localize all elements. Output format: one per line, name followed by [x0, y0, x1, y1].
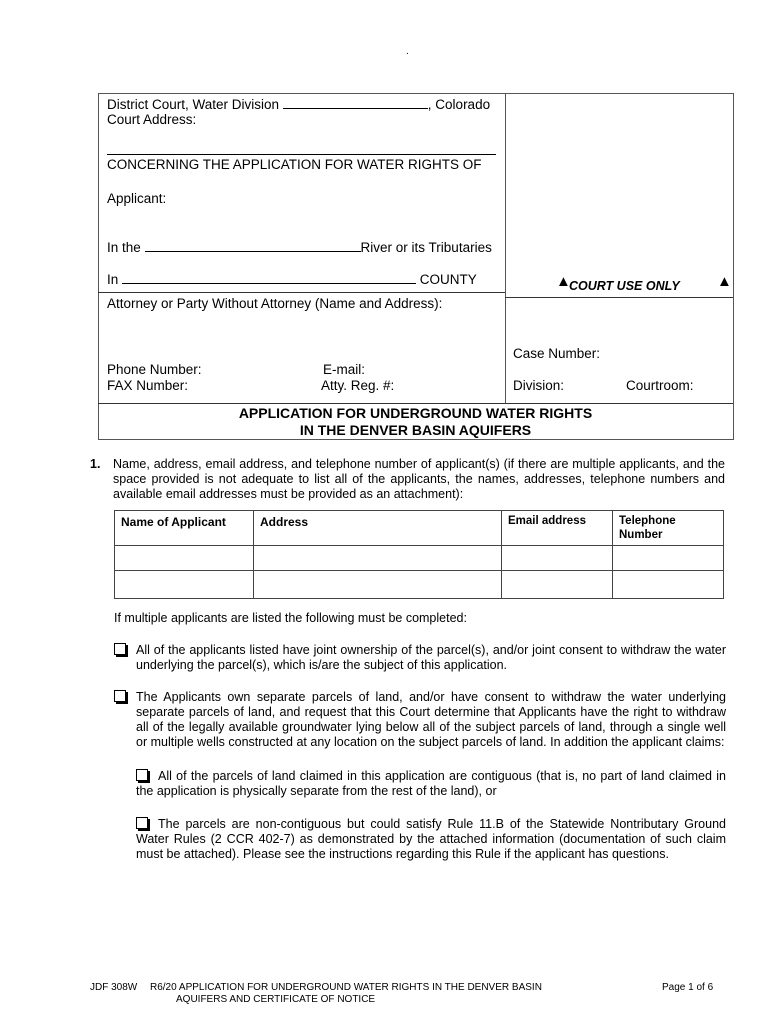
option-separate-text: The Applicants own separate parcels of land, and/or have consent to withdraw the water underlying separate parcels of land, and request that this Court determine that Applicants have the right to withdraw all of the legally available groundwater lying below all of the subject parcels of land, through a single well or multiple wells constructed at any location on the subject parcels of land. In addition the applicant claims: — [136, 690, 726, 749]
court-use-only: COURT USE ONLY — [569, 279, 680, 293]
court-address-blank[interactable] — [107, 154, 496, 155]
court-line-prefix: District Court, Water Division — [107, 97, 280, 112]
fax-label: FAX Number: — [107, 378, 189, 393]
form-title-line2: IN THE DENVER BASIN AQUIFERS — [299, 422, 532, 438]
atty-reg-label: Atty. Reg. #: — [321, 378, 395, 393]
checkbox-separate[interactable] — [114, 690, 126, 702]
court-line-suffix: , Colorado — [427, 97, 491, 112]
cell-telephone[interactable] — [613, 571, 724, 599]
court-address-label: Court Address: — [107, 112, 197, 127]
sub-contiguous-text: All of the parcels of land claimed in this application are contiguous (that is, no part of land claimed in the application is physically separate from the rest of the land), or — [136, 769, 726, 798]
cell-name[interactable] — [115, 571, 254, 599]
footer-line1: R6/20 APPLICATION FOR UNDERGROUND WATER RIGHTS IN THE DENVER BASIN — [150, 982, 542, 993]
form-title-line1: APPLICATION FOR UNDERGROUND WATER RIGHTS — [238, 405, 593, 421]
section1-text: Name, address, email address, and telephone number of applicant(s) (if there are multiple applicants, and the space provided is not adequate to list all of the applicants, the names, addresses, telephone numbers and available email addresses must be provided as an attachment): — [113, 457, 725, 501]
checkbox-contiguous[interactable] — [136, 769, 148, 781]
cell-address[interactable] — [254, 571, 502, 599]
county-line — [107, 271, 477, 288]
water-division-blank[interactable] — [283, 96, 428, 109]
river-label: River or its Tributaries — [360, 240, 492, 255]
applicant-label: Applicant: — [107, 191, 167, 206]
cell-name[interactable] — [115, 546, 254, 571]
option-joint-text: All of the applicants listed have joint ownership of the parcel(s), and/or joint consent to withdraw the water underlying the parcel(s), which is/are the subject of this application. — [136, 643, 726, 672]
caption-rule-case — [505, 297, 733, 298]
river-blank[interactable] — [145, 239, 361, 252]
table-row — [115, 546, 724, 571]
cell-email[interactable] — [502, 546, 613, 571]
table-row — [115, 571, 724, 599]
cell-email[interactable] — [502, 571, 613, 599]
option-joint — [114, 643, 726, 673]
caption-rule-attorney — [98, 292, 505, 293]
county-label: COUNTY — [419, 272, 477, 287]
triangle-up-icon: ▲ — [556, 273, 571, 290]
sub-noncontiguous — [136, 817, 726, 862]
multiple-applicants-intro: If multiple applicants are listed the following must be completed: — [114, 611, 467, 625]
county-blank[interactable] — [122, 271, 416, 284]
checkbox-joint[interactable] — [114, 643, 126, 655]
page-mark: . — [406, 46, 409, 57]
sub-contiguous — [136, 769, 726, 799]
footer-form-id: JDF 308W — [90, 982, 138, 993]
case-number-label: Case Number: — [513, 346, 601, 361]
caption-rule-title — [98, 403, 733, 404]
email-label: E-mail: — [323, 362, 366, 377]
division-label: Division: — [513, 378, 565, 393]
col-header-telephone: Telephone Number — [613, 511, 724, 546]
checkbox-noncontiguous[interactable] — [136, 817, 148, 829]
attorney-label: Attorney or Party Without Attorney (Name and Address): — [107, 296, 443, 311]
caption-divider-vertical — [505, 93, 506, 403]
form-title — [98, 405, 733, 439]
river-line — [107, 239, 492, 256]
footer-line2: AQUIFERS AND CERTIFICATE OF NOTICE — [176, 994, 376, 1005]
in-the-label: In the — [107, 240, 141, 255]
col-header-name: Name of Applicant — [115, 511, 254, 546]
court-line — [107, 96, 502, 113]
in-label: In — [107, 272, 119, 287]
triangle-up-icon: ▲ — [717, 273, 732, 290]
col-header-address: Address — [254, 511, 502, 546]
section-number: 1. — [90, 457, 101, 471]
phone-label: Phone Number: — [107, 362, 202, 377]
concerning-heading: CONCERNING THE APPLICATION FOR WATER RIGHTS OF — [107, 157, 482, 172]
option-separate — [114, 690, 726, 750]
footer-page: Page 1 of 6 — [662, 982, 714, 993]
cell-telephone[interactable] — [613, 546, 724, 571]
sub-noncontiguous-text: The parcels are non-contiguous but could satisfy Rule 11.B of the Statewide Nontributary Ground Water Rules (2 CCR 402-7) as demonstrated by the attached information (documentation of such claim must be attached). Please see the instructions regarding this Rule if the applicant has questions. — [136, 817, 726, 861]
cell-address[interactable] — [254, 546, 502, 571]
col-header-email: Email address — [502, 511, 613, 546]
courtroom-label: Courtroom: — [626, 378, 694, 393]
applicant-table — [114, 510, 724, 599]
